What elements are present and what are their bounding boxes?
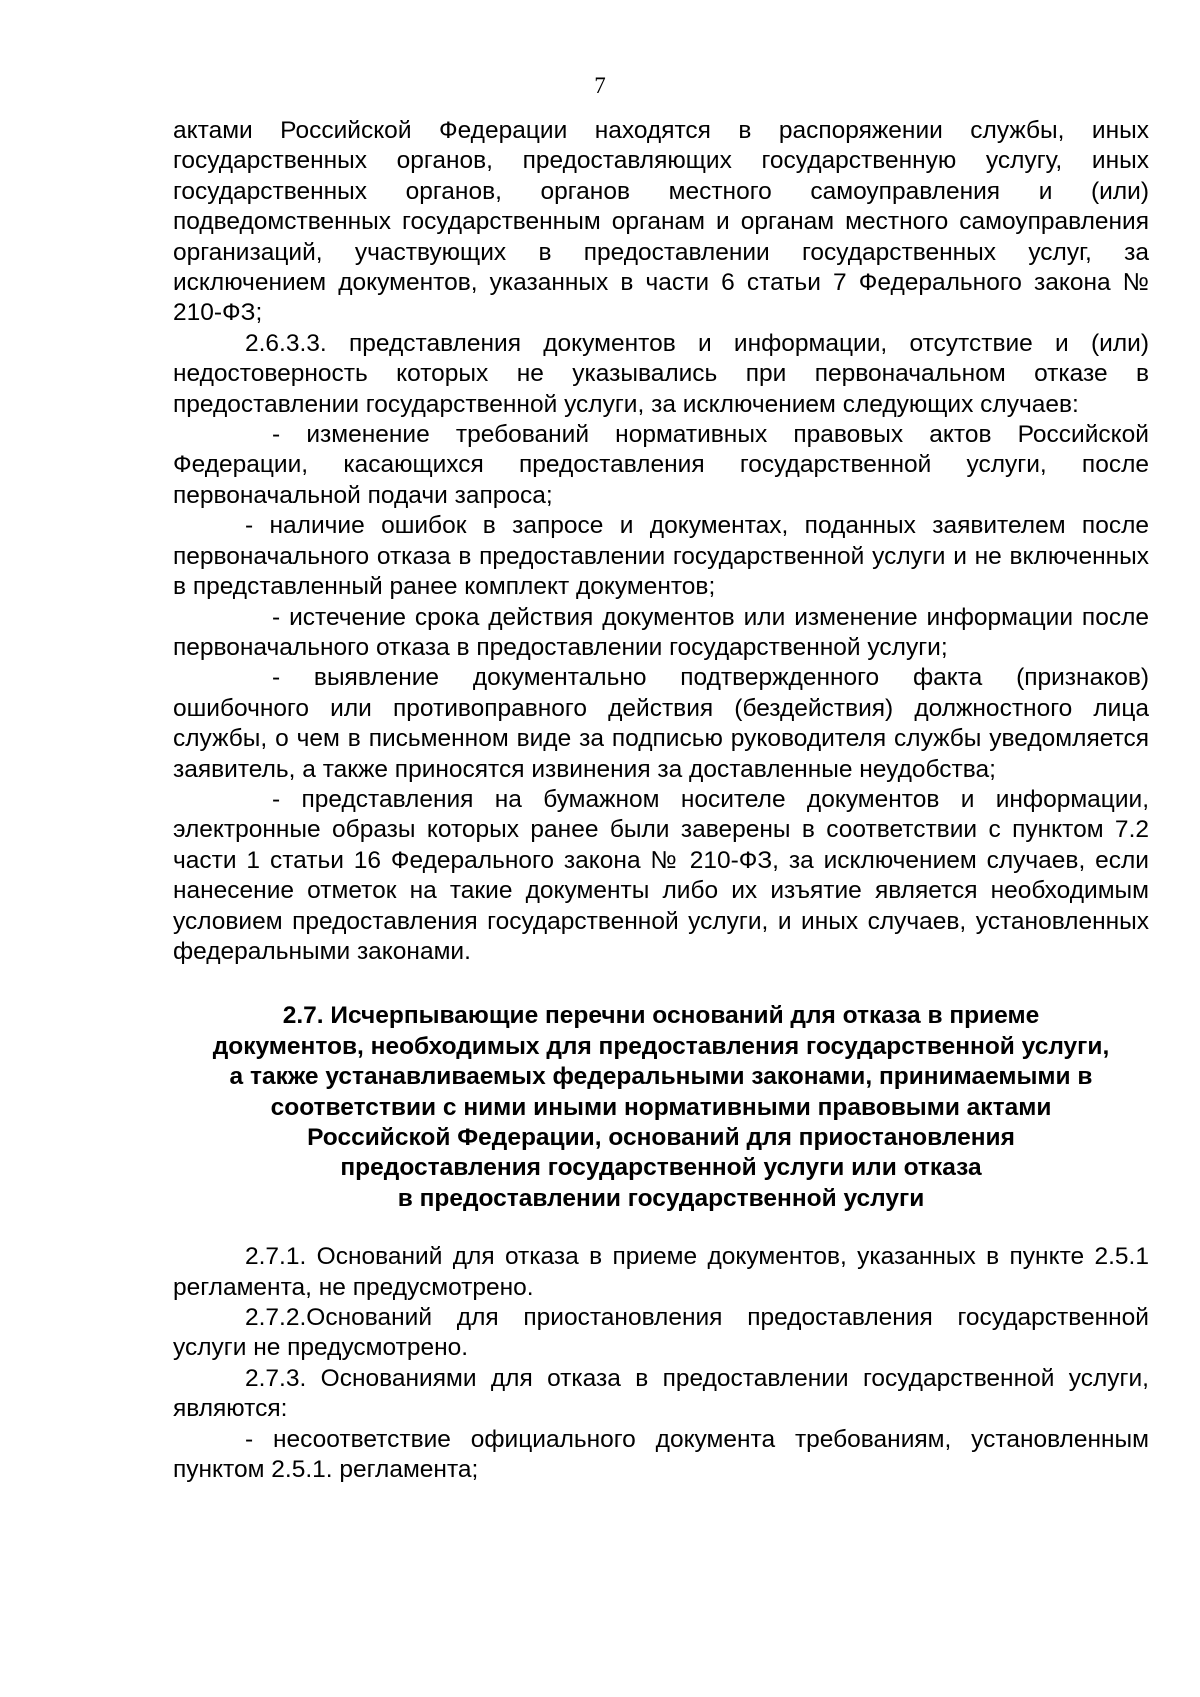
heading-line: 2.7. Исчерпывающие перечни оснований для отказа в приеме xyxy=(282,1002,1040,1030)
section-heading xyxy=(173,1001,1149,1214)
list-item: - выявление документально подтвержденного факта (признаков) ошибочного или противоправного действия (бездействия) должностного лица службы, о чем в письменном виде за подписью руководителя службы уведомляется заявитель, а также приносятся извинения за доставленные неудобства; xyxy=(173,664,1149,783)
list-item: - истечение срока действия документов или изменение информации после первоначального отказа в предоставлении государственной услуги; xyxy=(173,603,1149,661)
document-body xyxy=(173,116,1149,1485)
heading-line: а также устанавливаемых федеральными законами, принимаемыми в xyxy=(229,1063,1093,1091)
paragraph: 2.7.1. Оснований для отказа в приеме документов, указанных в пункте 2.5.1 регламента, не предусмотрено. xyxy=(173,1243,1149,1301)
list-item: - представления на бумажном носителе документов и информации, электронные образы которых ранее были заверены в соответствии с пунктом 7.2 части 1 статьи 16 Федерального закона № 210-ФЗ, за исключением случаев, если нанесение отметок на такие документы либо их изъятие является необходимым условием предоставления государственной услуги, и иных случаев, установленных федеральными законами. xyxy=(173,785,1149,965)
heading-line: соответствии с ними иными нормативными правовыми актами xyxy=(270,1093,1052,1121)
paragraph: 2.6.3.3. представления документов и информации, отсутствие и (или) недостоверность которых не указывались при первоначальном отказе в предоставлении государственной услуги, за исключением следующих случаев: xyxy=(173,329,1149,418)
paragraph: 2.7.2.Оснований для приостановления предоставления государственной услуги не предусмотрено. xyxy=(173,1304,1149,1362)
heading-line: документов, необходимых для предоставления государственной услуги, xyxy=(212,1032,1110,1060)
list-item: - изменение требований нормативных правовых актов Российской Федерации, касающихся предоставления государственной услуги, после первоначальной подачи запроса; xyxy=(173,421,1149,509)
paragraph: актами Российской Федерации находятся в распоряжении службы, иных государственных органов, предоставляющих государственную услугу, иных государственных органов, органов местного самоуправления и (или) подведомственных государственным органам и органам местного самоуправления организаций, участвующих в предоставлении государственных услуг, за исключением документов, указанных в части 6 статьи 7 Федерального закона № 210-ФЗ; xyxy=(173,117,1149,327)
paragraph: 2.7.3. Основаниями для отказа в предоставлении государственной услуги, являются: xyxy=(173,1364,1149,1423)
heading-line: Российской Федерации, оснований для приостановления xyxy=(307,1124,1015,1151)
heading-line: в предоставлении государственной услуги xyxy=(397,1184,925,1212)
list-item: - несоответствие официального документа требованиям, установленным пунктом 2.5.1. регламента; xyxy=(173,1425,1149,1484)
list-item: - наличие ошибок в запросе и документах, поданных заявителем после первоначального отказа в предоставлении государственной услуги и не включенных в представленный ранее комплект документов; xyxy=(173,512,1149,601)
heading-line: предоставления государственной услуги или отказа xyxy=(340,1154,982,1182)
page-number: 7 xyxy=(594,73,606,98)
